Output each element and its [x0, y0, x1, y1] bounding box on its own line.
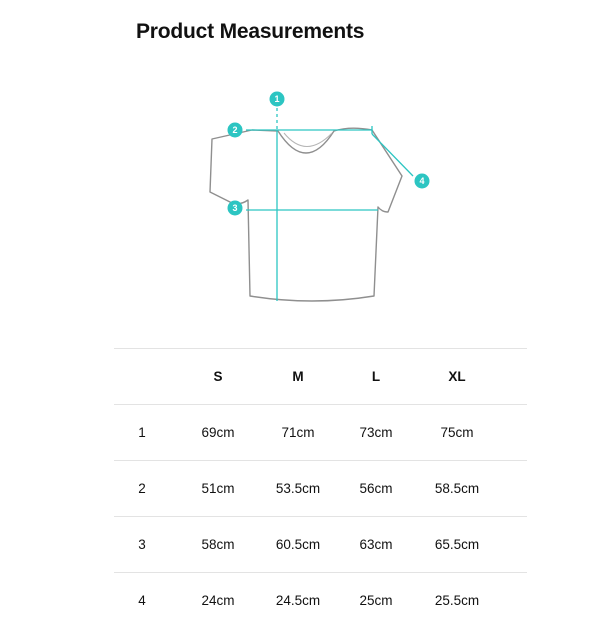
table-header-row	[114, 348, 527, 404]
marker-2	[228, 123, 243, 138]
cell-value: 24.5cm	[275, 593, 321, 608]
table-row	[114, 516, 527, 572]
column-header-l: L	[371, 369, 381, 384]
column-header-m: M	[292, 369, 304, 384]
column-header-xl: XL	[448, 369, 466, 384]
cell-value: 51cm	[201, 481, 235, 496]
cell-value: 65.5cm	[434, 537, 480, 552]
cell-value: 58cm	[201, 537, 235, 552]
svg-text:3: 3	[232, 203, 238, 214]
cell-value: 58.5cm	[434, 481, 480, 496]
row-label: 3	[138, 537, 146, 552]
tshirt-outline	[210, 128, 402, 301]
row-label: 2	[138, 481, 146, 496]
row-label: 1	[138, 425, 146, 440]
table-row	[114, 404, 527, 460]
svg-text:2: 2	[232, 125, 238, 136]
size-chart-table	[114, 348, 527, 628]
cell-value: 63cm	[359, 537, 393, 552]
cell-value: 53.5cm	[275, 481, 321, 496]
table-row	[114, 460, 527, 516]
column-header-s: S	[213, 369, 223, 384]
row-label: 4	[138, 593, 146, 608]
page-title: Product Measurements	[136, 20, 365, 43]
svg-text:4: 4	[419, 176, 425, 187]
cell-value: 73cm	[359, 425, 393, 440]
cell-value: 71cm	[281, 425, 315, 440]
table-row	[114, 572, 527, 628]
cell-value: 24cm	[201, 593, 235, 608]
cell-value: 69cm	[201, 425, 235, 440]
marker-4	[415, 174, 430, 189]
cell-value: 56cm	[359, 481, 393, 496]
marker-1	[270, 92, 285, 107]
cell-value: 25cm	[359, 593, 393, 608]
cell-value: 60.5cm	[275, 537, 321, 552]
column-header-measure	[128, 349, 156, 404]
cell-value: 75cm	[440, 425, 474, 440]
svg-text:1: 1	[274, 94, 280, 105]
cell-value: 25.5cm	[434, 593, 480, 608]
marker-3	[228, 201, 243, 216]
